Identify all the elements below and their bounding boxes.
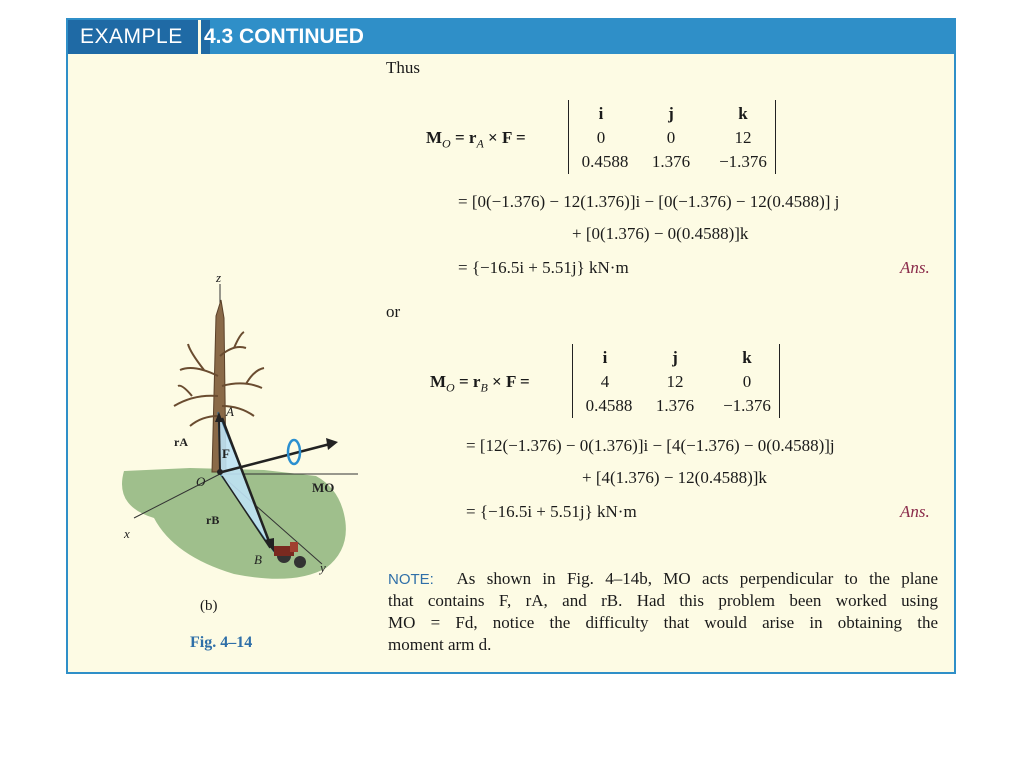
exp2-result: = {−16.5i + 5.51j} kN·m bbox=[466, 502, 637, 521]
eq2-r-subscript: B bbox=[480, 380, 488, 395]
det2-r1c1: 4 bbox=[600, 372, 610, 391]
equation-2-lhs bbox=[430, 372, 530, 395]
label-B: B bbox=[254, 552, 262, 567]
det1-r2c2: 1.376 bbox=[651, 152, 691, 171]
origin-point bbox=[217, 469, 223, 475]
det2-r1c2: 12 bbox=[666, 372, 684, 391]
eq1-r-subscript: A bbox=[476, 136, 484, 151]
label-rA: rA bbox=[174, 435, 188, 449]
label-O: O bbox=[196, 474, 206, 489]
moment-subscript: O bbox=[442, 136, 451, 151]
det2-r2c2: 1.376 bbox=[655, 396, 695, 415]
note-line-3: MO = Fd, notice the difficulty that would arise in obtaining the bbox=[388, 613, 938, 632]
figure-caption: Fig. 4–14 bbox=[190, 634, 253, 651]
label-A: A bbox=[226, 404, 234, 419]
det1-j: j bbox=[668, 104, 674, 123]
rA-vector bbox=[219, 418, 220, 472]
label-y: y bbox=[320, 560, 326, 575]
det1-r1c2: 0 bbox=[666, 128, 676, 147]
label-F: F bbox=[222, 446, 230, 461]
eq1-tail: × F = bbox=[488, 128, 526, 147]
determinant-1 bbox=[568, 100, 776, 174]
eq2-tail: × F = bbox=[492, 372, 530, 391]
det1-k: k bbox=[738, 104, 748, 123]
exp2-line2: + [4(1.376) − 12(0.4588)]k bbox=[582, 468, 767, 487]
det1-r1c3: 12 bbox=[734, 128, 752, 147]
figure-sublabel: (b) bbox=[200, 598, 218, 614]
det1-r1c1: 0 bbox=[596, 128, 606, 147]
det1-r2c1: 0.4588 bbox=[581, 152, 629, 171]
determinant-2 bbox=[572, 344, 780, 418]
label-MO: MO bbox=[312, 480, 335, 495]
label-z: z bbox=[216, 270, 222, 285]
det2-r2c3: −1.376 bbox=[723, 396, 771, 415]
moment-symbol-2: M bbox=[430, 372, 447, 391]
example-panel bbox=[66, 18, 956, 674]
example-title: 4.3 CONTINUED bbox=[204, 25, 364, 48]
det2-j: j bbox=[672, 348, 678, 367]
example-header bbox=[68, 20, 954, 54]
det2-i: i bbox=[602, 348, 608, 367]
answer-2-label: Ans. bbox=[900, 502, 930, 521]
note-line-4: moment arm d. bbox=[388, 635, 492, 654]
answer-1-label: Ans. bbox=[900, 258, 930, 277]
text-or: or bbox=[386, 302, 401, 321]
exp1-result: = {−16.5i + 5.51j} kN·m bbox=[458, 258, 629, 277]
det2-k: k bbox=[742, 348, 752, 367]
moment-arrowhead bbox=[326, 438, 338, 450]
equation-1-lhs bbox=[426, 128, 526, 151]
header-divider bbox=[198, 20, 201, 54]
note-line-1 bbox=[388, 568, 938, 591]
exp1-line2: + [0(1.376) − 0(0.4588)]k bbox=[572, 224, 749, 243]
text-thus: Thus bbox=[386, 58, 420, 77]
tree-force-figure bbox=[94, 256, 374, 586]
moment-subscript-2: O bbox=[446, 380, 455, 395]
note-line-2: that contains F, rA, and rB. Had this problem been worked using bbox=[388, 591, 938, 610]
moment-symbol: M bbox=[426, 128, 443, 147]
example-label: EXAMPLE bbox=[68, 20, 210, 54]
label-rB: rB bbox=[206, 513, 220, 527]
exp1-line1: = [0(−1.376) − 12(1.376)]i − [0(−1.376) − 12(0.4588)] j bbox=[458, 192, 840, 211]
det2-r2c1: 0.4588 bbox=[585, 396, 633, 415]
note-text-1: As shown in Fig. 4–14b, MO acts perpendicular to the plane bbox=[456, 569, 939, 588]
label-x: x bbox=[124, 526, 130, 541]
det2-r1c3: 0 bbox=[742, 372, 752, 391]
eq1-rhs: = r bbox=[454, 128, 477, 147]
det1-r2c3: −1.376 bbox=[719, 152, 767, 171]
note-label: NOTE: bbox=[388, 571, 434, 588]
det1-i: i bbox=[598, 104, 604, 123]
eq2-rhs: = r bbox=[458, 372, 481, 391]
exp2-line1: = [12(−1.376) − 0(1.376)]i − [4(−1.376) − 0(0.4588)]j bbox=[466, 436, 835, 455]
